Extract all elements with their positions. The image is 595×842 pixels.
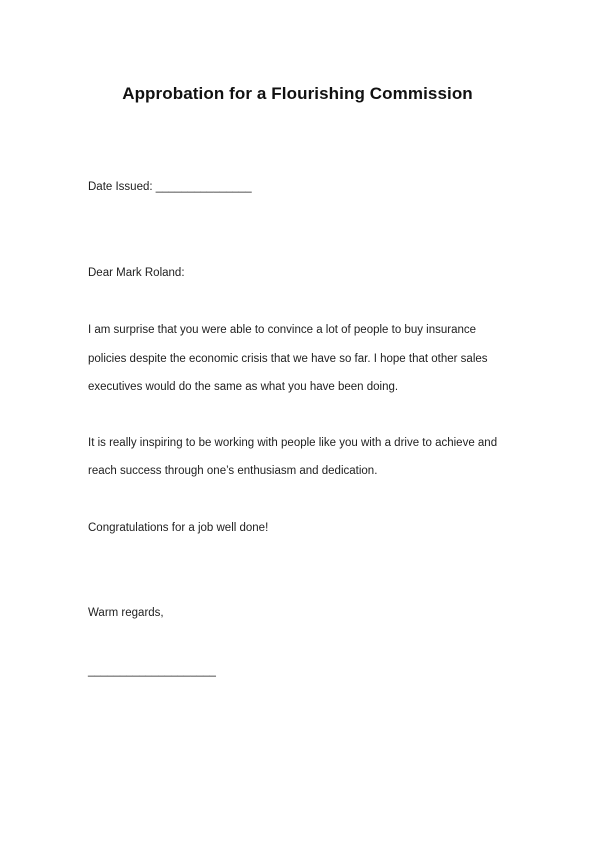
salutation: Dear Mark Roland: — [88, 267, 185, 279]
paragraph-1-line-3: executives would do the same as what you have been doing. — [88, 381, 399, 393]
signature-line: ____________________ — [88, 665, 216, 677]
closing-line: Warm regards, — [88, 607, 164, 619]
paragraph-1-line-2: policies despite the economic crisis that we have so far. I hope that other sales — [88, 353, 488, 365]
paragraph-2-line-1: It is really inspiring to be working with people like you with a drive to achieve and — [88, 437, 498, 449]
date-issued-line: Date Issued: _______________ — [88, 181, 252, 193]
paragraph-2-line-2: reach success through one’s enthusiasm and dedication. — [88, 465, 378, 477]
paragraph-1-line-1: I am surprise that you were able to convince a lot of people to buy insurance — [88, 324, 477, 336]
document-title: Approbation for a Flourishing Commission — [122, 84, 473, 103]
congratulations-line: Congratulations for a job well done! — [88, 522, 269, 534]
